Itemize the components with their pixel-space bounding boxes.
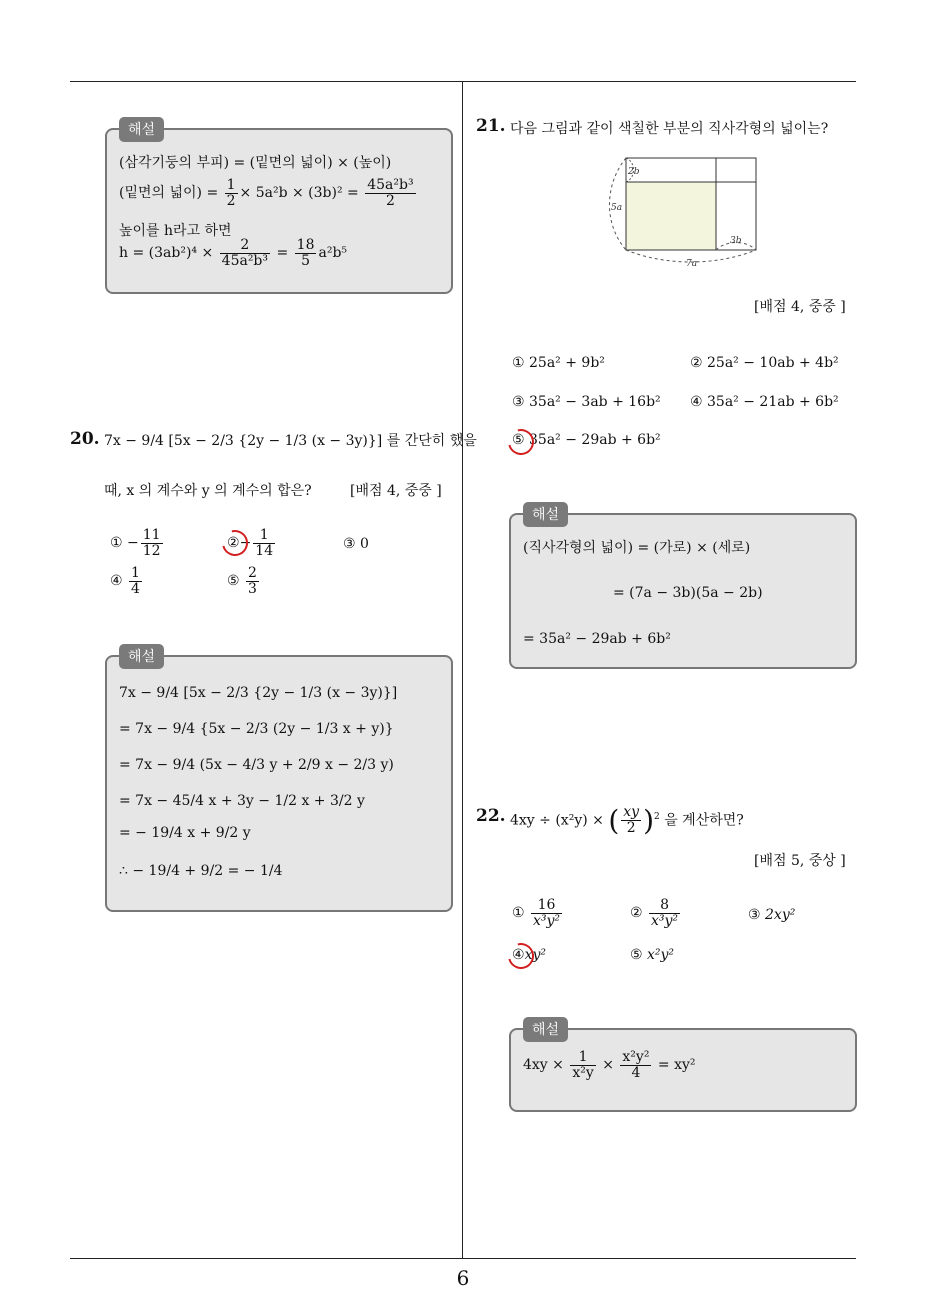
q19-sol-line3: 높이를 h라고 하면 xyxy=(119,223,232,239)
q20-sol-line1: 7x − 9/4 [5x − 2/3 {2y − 1/3 (x − 3y)}] xyxy=(119,685,398,701)
q22-choice-3[interactable]: ③ 2xy² xyxy=(748,907,796,923)
q21-figure xyxy=(606,152,766,270)
q21-answer-mark xyxy=(503,424,539,460)
q20-choice-1[interactable]: ① − $\frac{11}{12}$ xyxy=(110,527,161,559)
q20-solution-box xyxy=(105,655,453,912)
q22-solution-tag: 해설 xyxy=(523,1017,568,1042)
q20-solution-tag: 해설 xyxy=(119,644,164,669)
q21-choice-5[interactable]: ⑤ 35a² − 29ab + 6b² xyxy=(512,432,661,448)
q22-choice-2[interactable]: ② $\frac{8}{\text{x³y²}}$ xyxy=(630,897,679,929)
q20-choice-2[interactable]: ②− $\frac{1}{14}$ xyxy=(227,527,274,559)
q20-number: 20. xyxy=(70,429,100,449)
q20-expression: 7x − 9/4 [5x − 2/3 {2y − 1/3 (x − 3y)}] xyxy=(104,433,383,449)
q20-points: [배점 4, 중중 ] xyxy=(350,483,442,499)
q20-choice-3[interactable]: ③ 0 xyxy=(343,536,369,552)
q20-question-line1: 7x − 9/4 [5x − 2/3 {2y − 1/3 (x − 3y)}] 를 간단히 했을 xyxy=(104,433,477,449)
q22-choice-1[interactable]: ① $\frac{16}{\text{x³y²}}$ xyxy=(512,897,561,929)
q21-choice-4[interactable]: ④ 35a² − 21ab + 6b² xyxy=(690,394,839,410)
q21-figure-label-7a: 7a xyxy=(686,259,698,269)
page-number: 6 xyxy=(456,1266,470,1290)
q21-sol-line3: = 35a² − 29ab + 6b² xyxy=(523,631,671,647)
bottom-rule xyxy=(70,1258,856,1259)
q21-question: 다음 그림과 같이 색칠한 부분의 직사각형의 넓이는? xyxy=(510,121,829,137)
q20-sol-line4: = 7x − 45/4 x + 3y − 1/2 x + 3/2 y xyxy=(119,793,365,809)
column-divider xyxy=(462,82,463,1258)
q21-sol-line1: (직사각형의 넓이) = (가로) × (세로) xyxy=(523,540,751,556)
q21-figure-shaded-rect xyxy=(626,182,716,250)
q20-sol-line5: = − 19/4 x + 9/2 y xyxy=(119,825,251,841)
q19-solution-box xyxy=(105,128,453,294)
q21-sol-line2: = (7a − 3b)(5a − 2b) xyxy=(613,585,763,601)
q19-solution-tag: 해설 xyxy=(119,117,164,142)
q22-question: 4xy ÷ (x²y) × ( $\frac{xy}{2}$ )$^2$ 을 계산하면? xyxy=(510,804,744,837)
q21-figure-label-3b: 3b xyxy=(730,236,742,246)
q22-sol-line1: 4xy × $\frac{1}{\text{x²y}}$ × $\frac{\text{x²y²}}{4}$ = xy² xyxy=(523,1049,696,1081)
q21-solution-box xyxy=(509,513,857,669)
q22-answer-mark xyxy=(503,938,539,974)
q21-choice-1[interactable]: ① 25a² + 9b² xyxy=(512,355,605,371)
q19-sol-line1: (삼각기둥의 부피) = (밑면의 넓이) × (높이) xyxy=(119,155,392,171)
q19-sol-line2: (밑면의 넓이) = $\frac{1}{2}$ × 5a²b × (3b)² = $\frac{\text{45a²b³}}{2}$ xyxy=(119,177,414,209)
q21-solution-tag: 해설 xyxy=(523,502,568,527)
q21-points: [배점 4, 중중 ] xyxy=(754,299,846,315)
q19-sol-line4: h = (3ab²)⁴ × $\frac{2}{\text{45a²b³}}$ = $\frac{18}{5}$ a²b⁵ xyxy=(119,237,348,269)
q20-sol-line3: = 7x − 9/4 (5x − 4/3 y + 2/9 x − 2/3 y) xyxy=(119,757,394,773)
q20-question-line2: 때, x 의 계수와 y 의 계수의 합은? xyxy=(104,483,312,499)
q20-choice-4[interactable]: ④ $\frac{1}{4}$ xyxy=(110,565,140,597)
top-rule xyxy=(70,81,856,82)
q21-number: 21. xyxy=(476,116,506,136)
q22-number: 22. xyxy=(476,806,506,826)
q20-sol-line2: = 7x − 9/4 {5x − 2/3 (2y − 1/3 x + y)} xyxy=(119,721,394,737)
q21-figure-label-2b: 2b xyxy=(628,167,640,177)
q22-points: [배점 5, 중상 ] xyxy=(754,853,846,869)
q20-sol-line6: ∴ − 19/4 + 9/2 = − 1/4 xyxy=(119,863,283,879)
q21-choice-2[interactable]: ② 25a² − 10ab + 4b² xyxy=(690,355,839,371)
q22-choice-5[interactable]: ⑤ x²y² xyxy=(630,947,675,963)
q21-choice-3[interactable]: ③ 35a² − 3ab + 16b² xyxy=(512,394,661,410)
q20-choice-5[interactable]: ⑤ $\frac{2}{3}$ xyxy=(227,565,257,597)
q22-choice-4[interactable]: ④xy² xyxy=(512,947,546,963)
q21-figure-label-5a: 5a xyxy=(611,203,623,213)
